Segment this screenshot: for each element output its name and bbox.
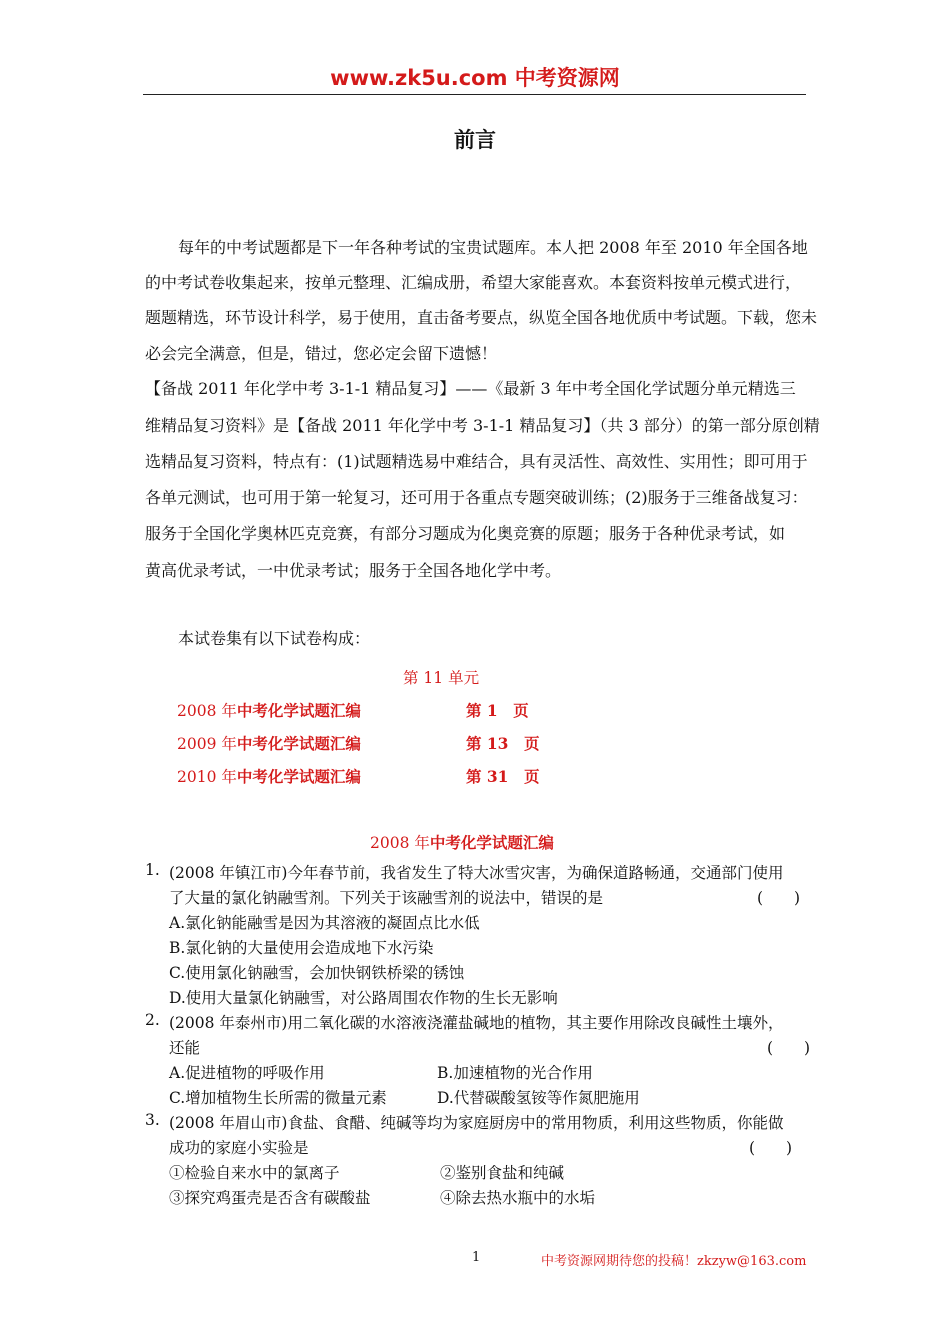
question-option: D.代替碳酸氢铵等作氮肥施用 xyxy=(437,1089,640,1107)
question-stem: 成功的家庭小实验是 xyxy=(169,1139,309,1157)
question-option: D.使用大量氯化钠融雪，对公路周围农作物的生长无影响 xyxy=(169,989,558,1007)
toc-page: 第 31 页 xyxy=(466,767,540,786)
intro-line: 维精品复习资料》是【备战 2011 年化学中考 3-1-1 精品复习】（共 3 部分）的第一部分原创精 xyxy=(145,416,820,435)
question-stem: (2008 年镇江市)今年春节前，我省发生了特大冰雪灾害，为确保道路畅通，交通部门使用 xyxy=(169,864,784,882)
question-option: C.增加植物生长所需的微量元素 xyxy=(169,1089,387,1107)
toc-row[interactable] xyxy=(177,732,361,754)
question-number: 3. xyxy=(145,1111,160,1129)
question-option: B.氯化钠的大量使用会造成地下水污染 xyxy=(169,939,434,957)
intro-line: 必会完全满意，但是，错过，您必定会留下遗憾！ xyxy=(145,344,498,363)
question-stem: 还能 xyxy=(169,1039,201,1057)
section-heading xyxy=(370,831,554,853)
toc-unit: 第 11 单元 xyxy=(403,669,480,687)
answer-blank: ( ) xyxy=(749,1139,793,1157)
question-option: B.加速植物的光合作用 xyxy=(437,1064,593,1082)
intro-line: 各单元测试，也可用于第一轮复习，还可用于各重点专题突破训练；(2)服务于三维备战复习： xyxy=(145,488,808,507)
site-header[interactable]: www.zk5u.com 中考资源网 xyxy=(330,66,620,90)
section-year: 2008 年 xyxy=(370,834,430,852)
toc-title: 中考化学试题汇编 xyxy=(236,767,361,786)
toc-year: 2008 年 xyxy=(177,702,237,720)
question-stem: (2008 年泰州市)用二氧化碳的水溶液浇灌盐碱地的植物，其主要作用除改良碱性土壤外， xyxy=(169,1014,784,1032)
toc-title: 中考化学试题汇编 xyxy=(236,701,361,720)
intro-line: 黄高优录考试，一中优录考试；服务于全国各地化学中考。 xyxy=(145,561,562,580)
intro-line: 的中考试卷收集起来，按单元整理、汇编成册，希望大家能喜欢。本套资料按单元模式进行， xyxy=(145,273,802,292)
toc-page: 第 13 页 xyxy=(466,734,540,753)
footer-note[interactable]: 中考资源网期待您的投稿！zkzyw@163.com xyxy=(541,1254,807,1269)
toc-row[interactable] xyxy=(177,699,361,721)
question-number: 1. xyxy=(145,861,160,879)
page-title: 前言 xyxy=(454,127,496,152)
intro-line: 【备战 2011 年化学中考 3-1-1 精品复习】——《最新 3 年中考全国化学试题分单元精选三 xyxy=(145,379,796,398)
question-option: ③探究鸡蛋壳是否含有碳酸盐 xyxy=(169,1189,371,1207)
answer-blank: ( ) xyxy=(767,1039,811,1057)
toc-page: 第 1 页 xyxy=(466,701,529,720)
answer-blank: ( ) xyxy=(757,889,801,907)
toc-intro: 本试卷集有以下试卷构成： xyxy=(178,629,371,648)
intro-line: 题题精选，环节设计科学，易于使用，直击备考要点，纵览全国各地优质中考试题。下载，您未 xyxy=(145,308,818,327)
header-rule xyxy=(143,94,806,95)
section-title: 中考化学试题汇编 xyxy=(429,833,554,852)
question-stem: (2008 年眉山市)食盐、食醋、纯碱等均为家庭厨房中的常用物质，利用这些物质，你能做 xyxy=(169,1114,784,1132)
toc-title: 中考化学试题汇编 xyxy=(236,734,361,753)
intro-line: 选精品复习资料，特点有：(1)试题精选易中难结合，具有灵活性、高效性、实用性；即可用于 xyxy=(145,452,808,471)
question-option: ①检验自来水中的氯离子 xyxy=(169,1164,340,1182)
question-option: A.促进植物的呼吸作用 xyxy=(169,1064,325,1082)
question-option: C.使用氯化钠融雪，会加快钢铁桥梁的锈蚀 xyxy=(169,964,465,982)
page-number: 1 xyxy=(472,1250,481,1265)
question-number: 2. xyxy=(145,1011,160,1029)
question-stem: 了大量的氯化钠融雪剂。下列关于该融雪剂的说法中，错误的是 xyxy=(169,889,604,907)
toc-row[interactable] xyxy=(177,765,361,787)
toc-year: 2010 年 xyxy=(177,768,237,786)
toc-year: 2009 年 xyxy=(177,735,237,753)
intro-line: 服务于全国化学奥林匹克竞赛，有部分习题成为化奥竞赛的原题；服务于各种优录考试，如 xyxy=(145,524,786,543)
intro-line: 每年的中考试题都是下一年各种考试的宝贵试题库。本人把 2008 年至 2010 年全国各地 xyxy=(178,238,808,257)
question-option: A.氯化钠能融雪是因为其溶液的凝固点比水低 xyxy=(169,914,480,932)
question-option: ②鉴别食盐和纯碱 xyxy=(440,1164,565,1182)
question-option: ④除去热水瓶中的水垢 xyxy=(440,1189,596,1207)
